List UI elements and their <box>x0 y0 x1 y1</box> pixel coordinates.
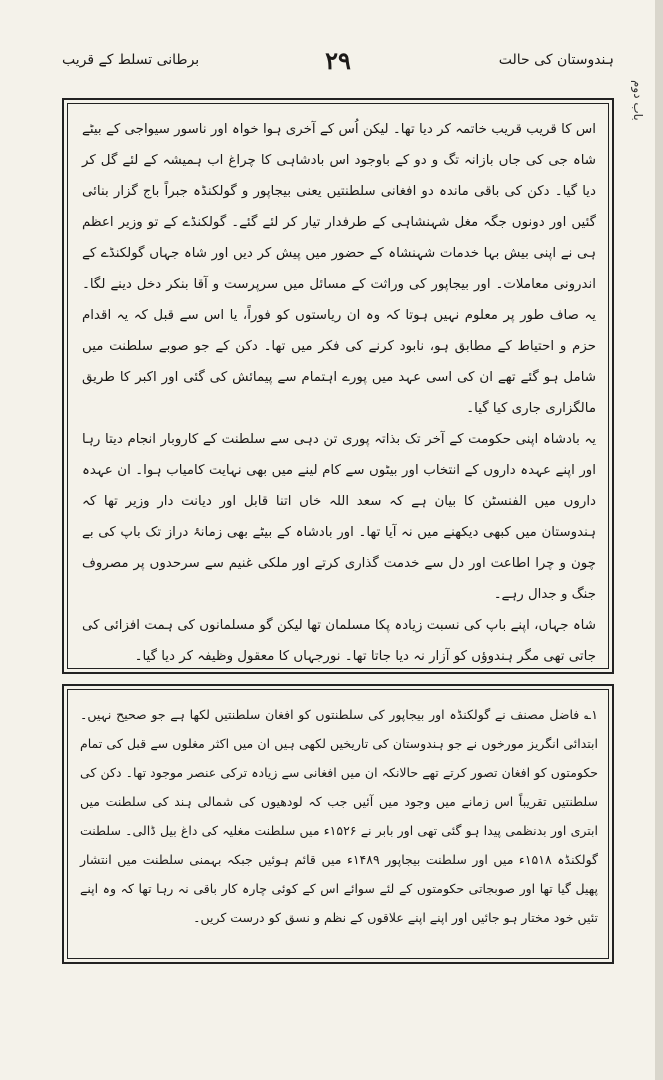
footnote-paragraph: ۱؎ فاضل مصنف نے گولکنڈہ اور بیجاپور کی سلطنتوں کو افغان سلطنتیں لکھا ہے جو صحیح نہیں۔ ابتدائی انگریز مورخوں نے جو ہندوستان کی تاریخیں لکھی ہیں ان میں اکثر مغلوں سے قبل کی تمام حکومتوں کو افغان تصور کرتے تھے حالانکہ ان میں افغانی سے زیادہ ترکی عنصر موجود تھا۔ دکن کی سلطنتیں تقریباً اس زمانے میں وجود میں آئیں جب کہ لودھیوں کی شمالی ہند کی سلطنت میں ابتری اور بدنظمی پیدا ہو گئی تھی اور بابر نے ۱۵۲۶ء میں سلطنت مغلیہ کی داغ بیل ڈالی۔ سلطنت گولکنڈہ ۱۵۱۸ء میں اور سلطنت بیجاپور ۱۴۸۹ء میں قائم ہوئیں جبکہ بہمنی سلطنت میں انتشار پھیل گیا تھا اور صوبجاتی حکومتوں کے لئے سوائے اس کے کوئی چارہ کار باقی نہ رہا تھا کہ وہ اپنے تئیں خود مختار ہو جائیں اور اپنے اپنے علاقوں کے نظم و نسق کو درست کریں۔ <box>80 707 599 925</box>
footnote-body <box>80 700 598 932</box>
running-header <box>62 46 614 74</box>
main-paragraph: یہ بادشاہ اپنی حکومت کے آخر تک بذاتہ پوری تن دہی سے سلطنت کے کاروبار انجام دیتا رہا اور اپنے عہدہ داروں کے انتخاب اور بیٹوں سے کام لینے میں بھی نہایت کامیاب ہوا۔ ان عہدہ داروں میں الفنسٹن کا بیان ہے کہ سعد اللہ خاں اتنا قابل اور دیانت دار وزیر تھا کہ ہندوستان میں کبھی دیکھنے میں نہ آیا تھا۔ اور بادشاہ کے بیٹے بھی زمانۂ دراز تک باپ کی بے چون و چرا اطاعت اور دل سے خدمت گذاری کرتے اور ملکی غنیم سے سرحدوں پر مصروف جنگ و جدال رہے۔ <box>82 432 596 602</box>
header-chapter-title: ہندوستان کی حالت <box>498 52 614 68</box>
margin-chapter-note: باب دوم <box>631 80 645 121</box>
main-text-frame <box>62 98 614 674</box>
main-paragraph: شاہ جہاں، اپنے باپ کی نسبت زیادہ پکا مسلمان تھا لیکن گو مسلمانوں کی ہمت افزائی کی جاتی تھی مگر ہندوؤں کو آزار نہ دیا جاتا تھا۔ نورجہاں کا معقول وظیفہ کر دیا گیا۔ <box>82 618 596 664</box>
main-text-body <box>82 114 596 672</box>
footnote-frame <box>62 684 614 964</box>
page-number: ۲۹ <box>325 46 351 75</box>
page-spine-shadow <box>655 0 663 1080</box>
header-section-title: برطانی تسلط کے قریب <box>62 52 200 68</box>
main-paragraph: اس کا قریب قریب خاتمہ کر دیا تھا۔ لیکن اُس کے آخری ہوا خواہ اور ناسور سیواجی کے بیٹے شاہ جی کی جاں بازانہ تگ و دو کے باوجود اس بادشاہی کا چراغ اب ہمیشہ کے لئے گل کر دیا گیا۔ دکن کی باقی ماندہ دو افغانی سلطنتیں یعنی بیجاپور و گولکنڈہ جبراً باج گزار بنائی گئیں اور دونوں جگہ مغل شہنشاہی کے طرفدار تیار کر لئے گئے۔ گولکنڈے کے تو وزیر اعظم ہی نے اپنی بیش بہا خدمات شہنشاہ کے حضور میں پیش کر دیں اور شاہ جہاں گولکنڈے کے اندرونی معاملات۔ اور بیجاپور کی وراثت کے مسائل میں سرپرست و آقا بنکر دخل دینے لگا۔ یہ صاف طور پر معلوم نہیں ہوتا کہ وہ ان ریاستوں کو فوراً، یا اس سے قبل کہ یہ اقدام حزم و احتیاط کے مطابق ہو، نابود کرنے کی فکر میں تھا۔ دکن کے جو صوبے سلطنت میں شامل ہو گئے تھے ان کی اسی عہد میں پورے اہتمام سے پیمائش کی گئی اور اکبر کا طریق مالگزاری جاری کیا گیا۔ <box>82 122 596 416</box>
